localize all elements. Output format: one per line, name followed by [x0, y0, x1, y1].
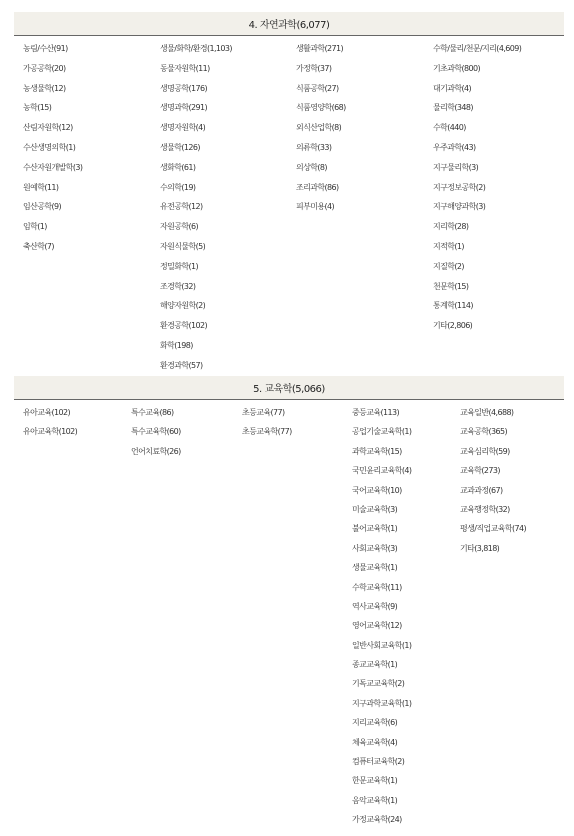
category-group-link[interactable]: 수학/물리/천문/지리(4,609) [433, 44, 522, 53]
category-group-link[interactable]: 생물/화학/환경(1,103) [160, 44, 232, 53]
subcategory-link[interactable]: 생물교육학(1) [352, 563, 398, 573]
subcategory-link[interactable]: 국어교육학(10) [352, 485, 402, 495]
subcategory-link[interactable]: 임학(1) [23, 222, 47, 232]
subcategory-link[interactable]: 유전공학(12) [160, 202, 203, 212]
category-group-link[interactable]: 특수교육(86) [131, 408, 174, 417]
subcategory-link[interactable]: 일반사회교육학(1) [352, 640, 412, 650]
subcategory-link[interactable]: 과학교육학(15) [352, 446, 402, 456]
subcategory-link[interactable]: 지질학(2) [433, 261, 464, 271]
subcategory-link[interactable]: 교육학(273) [460, 466, 500, 476]
subcategory-link[interactable]: 컴퓨터교육학(2) [352, 757, 405, 767]
category-column-5 [460, 403, 526, 558]
subcategory-link[interactable]: 정밀화학(1) [160, 261, 199, 271]
subcategory-link[interactable]: 종교교육학(1) [352, 660, 398, 670]
subcategory-link[interactable]: 불어교육학(1) [352, 524, 398, 534]
subcategory-link[interactable]: 화학(198) [160, 340, 193, 350]
section-title: 4. 자연과학(6,077) [248, 20, 330, 31]
subcategory-link[interactable]: 지구과학교육학(1) [352, 698, 412, 708]
subcategory-link[interactable]: 평생/직업교육학(74) [460, 524, 527, 534]
subcategory-link[interactable]: 조경학(32) [160, 281, 196, 291]
subcategory-link[interactable]: 해양자원학(2) [160, 301, 206, 311]
section-education [14, 376, 564, 825]
subcategory-link[interactable]: 가정학(37) [296, 63, 332, 73]
subcategory-link[interactable]: 통계학(114) [433, 301, 473, 311]
subcategory-link[interactable]: 지적학(1) [433, 241, 464, 251]
subcategory-link[interactable]: 기초과학(800) [433, 63, 481, 73]
subcategory-link[interactable]: 기독교교육학(2) [352, 679, 405, 689]
subcategory-link[interactable]: 의상학(8) [296, 162, 327, 172]
subcategory-link[interactable]: 국민윤리교육학(4) [352, 466, 412, 476]
subcategory-link[interactable]: 교육행정학(32) [460, 504, 510, 514]
subcategory-link[interactable]: 생명자원학(4) [160, 123, 206, 133]
subcategory-link[interactable]: 농학(15) [23, 103, 52, 113]
subcategory-link[interactable]: 식품영양학(68) [296, 103, 346, 113]
category-group-link[interactable]: 교육일반(4,688) [460, 408, 514, 417]
subcategory-link[interactable]: 초등교육학(77) [242, 427, 292, 437]
subcategory-link[interactable]: 식품공학(27) [296, 83, 339, 93]
subcategory-link[interactable]: 영어교육학(12) [352, 621, 402, 631]
subcategory-link[interactable]: 지리학(28) [433, 222, 469, 232]
subcategory-link[interactable]: 조리과학(86) [296, 182, 339, 192]
category-column-2 [131, 403, 181, 461]
subcategory-link[interactable]: 생명공학(176) [160, 83, 208, 93]
category-column-2 [160, 39, 232, 376]
subcategory-link[interactable]: 생화학(61) [160, 162, 196, 172]
category-column-1 [23, 39, 82, 257]
subcategory-link[interactable]: 유아교육학(102) [23, 427, 78, 437]
subcategory-link[interactable]: 가공공학(20) [23, 63, 66, 73]
category-group-link[interactable]: 유아교육(102) [23, 408, 71, 417]
subcategory-link[interactable]: 우주과학(43) [433, 142, 476, 152]
subcategory-link[interactable]: 언어치료학(26) [131, 446, 181, 456]
section-header [14, 376, 564, 400]
section-natural-science [14, 12, 564, 370]
subcategory-link[interactable]: 지구해양과학(3) [433, 202, 486, 212]
subcategory-link[interactable]: 가정교육학(24) [352, 815, 402, 825]
subcategory-link[interactable]: 기타(3,818) [460, 543, 500, 553]
subcategory-link[interactable]: 생물학(126) [160, 142, 200, 152]
subcategory-link[interactable]: 동물자원학(11) [160, 63, 210, 73]
category-group-link[interactable]: 농림/수산(91) [23, 44, 68, 53]
subcategory-link[interactable]: 외식산업학(8) [296, 123, 342, 133]
subcategory-link[interactable]: 임산공학(9) [23, 202, 62, 212]
category-group-link[interactable]: 생활과학(271) [296, 44, 344, 53]
subcategory-link[interactable]: 교과과정(67) [460, 485, 503, 495]
subcategory-link[interactable]: 미술교육학(3) [352, 504, 398, 514]
subcategory-link[interactable]: 역사교육학(9) [352, 601, 398, 611]
subcategory-link[interactable]: 생명과학(291) [160, 103, 208, 113]
subcategory-link[interactable]: 지리교육학(6) [352, 718, 398, 728]
subcategory-link[interactable]: 자원식물학(5) [160, 241, 206, 251]
subcategory-link[interactable]: 환경공학(102) [160, 321, 208, 331]
subcategory-link[interactable]: 교육심리학(59) [460, 446, 510, 456]
category-column-1 [23, 403, 77, 442]
subcategory-link[interactable]: 축산학(7) [23, 241, 54, 251]
category-group-link[interactable]: 중등교육(113) [352, 408, 400, 417]
subcategory-link[interactable]: 농생물학(12) [23, 83, 66, 93]
subcategory-link[interactable]: 원예학(11) [23, 182, 59, 192]
section-header [14, 12, 564, 36]
subcategory-link[interactable]: 대기과학(4) [433, 83, 472, 93]
subcategory-link[interactable]: 산림자원학(12) [23, 123, 73, 133]
category-column-4 [352, 403, 411, 830]
subcategory-link[interactable]: 공업기술교육학(1) [352, 427, 412, 437]
category-group-link[interactable]: 초등교육(77) [242, 408, 285, 417]
subcategory-link[interactable]: 교육공학(365) [460, 427, 508, 437]
subcategory-link[interactable]: 환경과학(57) [160, 360, 203, 370]
category-column-3 [296, 39, 346, 217]
subcategory-link[interactable]: 지구물리학(3) [433, 162, 479, 172]
subcategory-link[interactable]: 피부미용(4) [296, 202, 335, 212]
subcategory-link[interactable]: 자원공학(6) [160, 222, 199, 232]
category-column-4 [433, 39, 521, 336]
subcategory-link[interactable]: 특수교육학(60) [131, 427, 181, 437]
subcategory-link[interactable]: 수학(440) [433, 123, 466, 133]
section-title: 5. 교육학(5,066) [253, 384, 325, 395]
subcategory-link[interactable]: 한문교육학(1) [352, 776, 398, 786]
subcategory-link[interactable]: 물리학(348) [433, 103, 473, 113]
subcategory-link[interactable]: 사회교육학(3) [352, 543, 398, 553]
subcategory-link[interactable]: 체육교육학(4) [352, 737, 398, 747]
subcategory-link[interactable]: 수학교육학(11) [352, 582, 402, 592]
subcategory-link[interactable]: 의류학(33) [296, 142, 332, 152]
category-column-3 [242, 403, 292, 442]
subcategory-link[interactable]: 수의학(19) [160, 182, 196, 192]
subcategory-link[interactable]: 천문학(15) [433, 281, 469, 291]
subcategory-link[interactable]: 수산자원개발학(3) [23, 162, 83, 172]
subcategory-link[interactable]: 음악교육학(1) [352, 795, 398, 805]
subcategory-link[interactable]: 수산생명의학(1) [23, 142, 76, 152]
subcategory-link[interactable]: 기타(2,806) [433, 321, 473, 331]
subcategory-link[interactable]: 지구정보공학(2) [433, 182, 486, 192]
